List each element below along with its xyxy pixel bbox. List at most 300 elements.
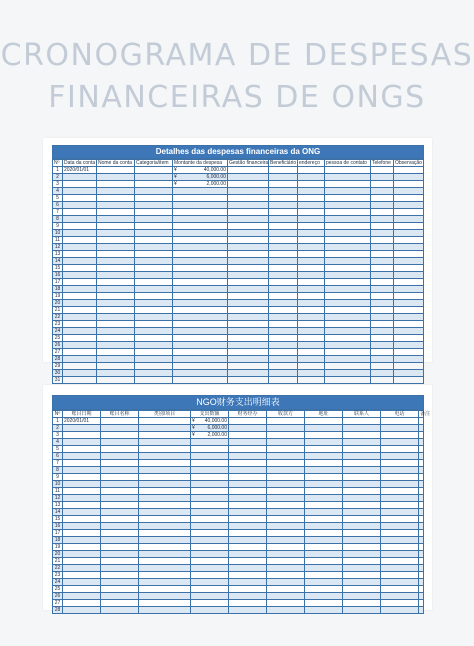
- table-cell[interactable]: [135, 349, 173, 356]
- table-cell[interactable]: [173, 314, 228, 321]
- table-cell[interactable]: [191, 600, 229, 607]
- table-cell[interactable]: [97, 286, 135, 293]
- table-cell[interactable]: [101, 432, 139, 439]
- table-cell[interactable]: [298, 307, 325, 314]
- table-cell[interactable]: [63, 509, 101, 516]
- table-cell[interactable]: [298, 265, 325, 272]
- table-cell[interactable]: [269, 258, 298, 265]
- row-number-cell[interactable]: 18: [53, 286, 63, 293]
- table-cell[interactable]: [269, 202, 298, 209]
- table-cell[interactable]: [298, 349, 325, 356]
- table-cell[interactable]: [97, 209, 135, 216]
- table-cell[interactable]: [228, 307, 269, 314]
- table-cell[interactable]: [101, 495, 139, 502]
- table-cell[interactable]: [343, 467, 381, 474]
- table-cell[interactable]: [191, 593, 229, 600]
- table-cell[interactable]: [305, 607, 343, 614]
- table-cell[interactable]: [135, 230, 173, 237]
- table-cell[interactable]: [228, 216, 269, 223]
- table-cell[interactable]: [97, 307, 135, 314]
- table-cell[interactable]: [269, 377, 298, 384]
- table-cell[interactable]: [325, 293, 371, 300]
- table-cell[interactable]: [63, 356, 97, 363]
- table-cell[interactable]: [305, 488, 343, 495]
- table-cell[interactable]: [63, 377, 97, 384]
- table-cell[interactable]: [381, 432, 419, 439]
- table-cell[interactable]: [394, 195, 424, 202]
- table-cell[interactable]: [371, 265, 394, 272]
- table-cell[interactable]: [325, 237, 371, 244]
- table-cell[interactable]: [325, 209, 371, 216]
- table-cell[interactable]: [343, 425, 381, 432]
- table-cell[interactable]: [343, 530, 381, 537]
- row-number-cell[interactable]: 11: [53, 488, 63, 495]
- table-cell[interactable]: [228, 244, 269, 251]
- row-number-cell[interactable]: 8: [53, 467, 63, 474]
- table-cell[interactable]: [371, 174, 394, 181]
- table-cell[interactable]: [228, 356, 269, 363]
- table-cell[interactable]: [191, 495, 229, 502]
- table-cell[interactable]: [63, 293, 97, 300]
- table-cell[interactable]: [269, 286, 298, 293]
- table-cell[interactable]: [63, 265, 97, 272]
- table-cell[interactable]: [229, 509, 267, 516]
- table-cell[interactable]: [229, 530, 267, 537]
- table-cell[interactable]: [419, 593, 424, 600]
- table-cell[interactable]: [305, 439, 343, 446]
- table-cell[interactable]: [381, 565, 419, 572]
- table-cell[interactable]: [229, 474, 267, 481]
- table-cell[interactable]: [101, 558, 139, 565]
- table-cell[interactable]: [135, 244, 173, 251]
- table-cell[interactable]: [394, 244, 424, 251]
- table-cell[interactable]: [267, 586, 305, 593]
- table-cell[interactable]: [229, 537, 267, 544]
- table-cell[interactable]: [305, 523, 343, 530]
- table-cell[interactable]: [101, 446, 139, 453]
- table-cell[interactable]: [97, 174, 135, 181]
- table-cell[interactable]: [191, 572, 229, 579]
- table-cell[interactable]: [229, 579, 267, 586]
- table-cell[interactable]: [101, 453, 139, 460]
- table-cell[interactable]: [63, 188, 97, 195]
- table-cell[interactable]: [101, 551, 139, 558]
- table-cell[interactable]: [267, 481, 305, 488]
- table-cell[interactable]: [191, 530, 229, 537]
- row-number-cell[interactable]: 6: [53, 202, 63, 209]
- table-cell[interactable]: [63, 446, 101, 453]
- table-cell[interactable]: [298, 258, 325, 265]
- table-cell[interactable]: [298, 335, 325, 342]
- row-number-cell[interactable]: 1: [53, 167, 63, 174]
- table-cell[interactable]: [269, 209, 298, 216]
- table-cell[interactable]: [173, 188, 228, 195]
- table-cell[interactable]: [191, 453, 229, 460]
- table-cell[interactable]: [269, 174, 298, 181]
- table-cell[interactable]: [394, 286, 424, 293]
- table-cell[interactable]: [228, 286, 269, 293]
- table-cell[interactable]: [343, 558, 381, 565]
- table-cell[interactable]: [269, 342, 298, 349]
- table-cell[interactable]: [394, 258, 424, 265]
- table-cell[interactable]: [419, 488, 424, 495]
- table-cell[interactable]: [173, 363, 228, 370]
- table-cell[interactable]: [228, 167, 269, 174]
- row-number-cell[interactable]: 7: [53, 460, 63, 467]
- row-number-cell[interactable]: 5: [53, 195, 63, 202]
- table-cell[interactable]: [63, 370, 97, 377]
- table-cell[interactable]: [419, 495, 424, 502]
- table-cell[interactable]: [228, 174, 269, 181]
- table-cell[interactable]: [191, 467, 229, 474]
- table-cell[interactable]: [63, 537, 101, 544]
- table-cell[interactable]: [139, 600, 191, 607]
- row-number-cell[interactable]: 16: [53, 523, 63, 530]
- table-cell[interactable]: [63, 425, 101, 432]
- table-cell[interactable]: [97, 328, 135, 335]
- table-cell[interactable]: [101, 530, 139, 537]
- row-number-cell[interactable]: 25: [53, 335, 63, 342]
- table-cell[interactable]: [325, 307, 371, 314]
- table-cell[interactable]: [139, 509, 191, 516]
- table-cell[interactable]: [135, 202, 173, 209]
- table-cell[interactable]: [63, 251, 97, 258]
- table-cell[interactable]: [229, 467, 267, 474]
- table-cell[interactable]: [63, 572, 101, 579]
- table-cell[interactable]: [298, 251, 325, 258]
- table-cell[interactable]: [228, 202, 269, 209]
- table-cell[interactable]: [97, 258, 135, 265]
- table-cell[interactable]: [97, 216, 135, 223]
- row-number-cell[interactable]: 29: [53, 363, 63, 370]
- table-cell[interactable]: [419, 572, 424, 579]
- table-cell[interactable]: [63, 474, 101, 481]
- table-cell[interactable]: [267, 523, 305, 530]
- table-cell[interactable]: [371, 300, 394, 307]
- table-cell[interactable]: [135, 300, 173, 307]
- table-cell[interactable]: [381, 481, 419, 488]
- table-cell[interactable]: [63, 181, 97, 188]
- table-cell[interactable]: [267, 565, 305, 572]
- table-cell[interactable]: [267, 453, 305, 460]
- table-cell[interactable]: [371, 251, 394, 258]
- table-cell[interactable]: [228, 237, 269, 244]
- table-cell[interactable]: [173, 265, 228, 272]
- table-cell[interactable]: [135, 181, 173, 188]
- table-cell[interactable]: [229, 516, 267, 523]
- table-cell[interactable]: [229, 481, 267, 488]
- table-cell[interactable]: [325, 167, 371, 174]
- table-cell[interactable]: [298, 272, 325, 279]
- table-cell[interactable]: [394, 181, 424, 188]
- table-cell[interactable]: [135, 188, 173, 195]
- table-cell[interactable]: [173, 335, 228, 342]
- table-cell[interactable]: [135, 174, 173, 181]
- table-cell[interactable]: [343, 516, 381, 523]
- table-cell[interactable]: [371, 349, 394, 356]
- row-number-cell[interactable]: 3: [53, 432, 63, 439]
- row-number-cell[interactable]: 27: [53, 600, 63, 607]
- table-cell[interactable]: [269, 307, 298, 314]
- table-cell[interactable]: [267, 460, 305, 467]
- table-cell[interactable]: [371, 244, 394, 251]
- row-number-cell[interactable]: 8: [53, 216, 63, 223]
- table-cell[interactable]: [325, 230, 371, 237]
- row-number-cell[interactable]: 28: [53, 356, 63, 363]
- table-cell[interactable]: [267, 439, 305, 446]
- table-cell[interactable]: [229, 551, 267, 558]
- table-cell[interactable]: [229, 572, 267, 579]
- table-cell[interactable]: [325, 251, 371, 258]
- table-cell[interactable]: [419, 523, 424, 530]
- table-cell[interactable]: [101, 544, 139, 551]
- table-cell[interactable]: [97, 167, 135, 174]
- table-cell[interactable]: [173, 356, 228, 363]
- table-cell[interactable]: [419, 565, 424, 572]
- table-cell[interactable]: [394, 265, 424, 272]
- table-cell[interactable]: [63, 530, 101, 537]
- table-cell[interactable]: [343, 537, 381, 544]
- table-cell[interactable]: [139, 432, 191, 439]
- table-cell[interactable]: [191, 509, 229, 516]
- table-cell[interactable]: [269, 328, 298, 335]
- table-cell[interactable]: [63, 237, 97, 244]
- table-cell[interactable]: [101, 607, 139, 614]
- table-cell[interactable]: [394, 174, 424, 181]
- table-cell[interactable]: [229, 418, 267, 425]
- table-cell[interactable]: [135, 342, 173, 349]
- table-cell[interactable]: [298, 209, 325, 216]
- table-cell[interactable]: [325, 321, 371, 328]
- table-cell[interactable]: [135, 258, 173, 265]
- table-cell[interactable]: [63, 279, 97, 286]
- table-cell[interactable]: [97, 349, 135, 356]
- row-number-cell[interactable]: 9: [53, 474, 63, 481]
- table-cell[interactable]: 2020/01/01: [63, 418, 101, 425]
- row-number-cell[interactable]: 4: [53, 439, 63, 446]
- table-cell[interactable]: [63, 349, 97, 356]
- table-cell[interactable]: [305, 446, 343, 453]
- table-cell[interactable]: [394, 230, 424, 237]
- table-cell[interactable]: [269, 265, 298, 272]
- table-cell[interactable]: [191, 474, 229, 481]
- table-cell[interactable]: [371, 195, 394, 202]
- table-cell[interactable]: [325, 216, 371, 223]
- table-cell[interactable]: [419, 509, 424, 516]
- table-cell[interactable]: [343, 474, 381, 481]
- table-cell[interactable]: [371, 342, 394, 349]
- table-cell[interactable]: [139, 516, 191, 523]
- table-cell[interactable]: [381, 593, 419, 600]
- table-cell[interactable]: [63, 272, 97, 279]
- table-cell[interactable]: [298, 342, 325, 349]
- table-cell[interactable]: [139, 460, 191, 467]
- table-cell[interactable]: [191, 565, 229, 572]
- table-cell[interactable]: [381, 509, 419, 516]
- table-cell[interactable]: [305, 418, 343, 425]
- table-cell[interactable]: [63, 600, 101, 607]
- table-cell[interactable]: [97, 195, 135, 202]
- table-cell[interactable]: [101, 579, 139, 586]
- row-number-cell[interactable]: 21: [53, 307, 63, 314]
- table-cell[interactable]: [305, 572, 343, 579]
- table-cell[interactable]: [63, 244, 97, 251]
- table-cell[interactable]: [394, 377, 424, 384]
- table-cell[interactable]: [343, 446, 381, 453]
- table-cell[interactable]: [371, 307, 394, 314]
- table-cell[interactable]: [229, 607, 267, 614]
- table-cell[interactable]: [139, 593, 191, 600]
- table-cell[interactable]: [305, 586, 343, 593]
- table-cell[interactable]: [269, 335, 298, 342]
- table-cell[interactable]: [97, 370, 135, 377]
- table-cell[interactable]: [191, 460, 229, 467]
- table-cell[interactable]: [135, 265, 173, 272]
- table-cell[interactable]: [267, 495, 305, 502]
- table-cell[interactable]: [298, 181, 325, 188]
- table-cell[interactable]: [135, 293, 173, 300]
- table-cell[interactable]: [229, 600, 267, 607]
- table-cell[interactable]: [191, 558, 229, 565]
- table-cell[interactable]: [381, 537, 419, 544]
- table-cell[interactable]: [305, 558, 343, 565]
- table-cell[interactable]: [139, 425, 191, 432]
- table-cell[interactable]: [394, 167, 424, 174]
- table-cell[interactable]: [191, 425, 229, 432]
- table-cell[interactable]: [343, 572, 381, 579]
- row-number-cell[interactable]: 7: [53, 209, 63, 216]
- table-cell[interactable]: [63, 586, 101, 593]
- table-cell[interactable]: [394, 307, 424, 314]
- table-cell[interactable]: [325, 356, 371, 363]
- table-cell[interactable]: [394, 188, 424, 195]
- table-cell[interactable]: [305, 467, 343, 474]
- table-cell[interactable]: [267, 551, 305, 558]
- table-cell[interactable]: [419, 474, 424, 481]
- table-cell[interactable]: [173, 307, 228, 314]
- table-cell[interactable]: [267, 537, 305, 544]
- row-number-cell[interactable]: 13: [53, 251, 63, 258]
- table-cell[interactable]: [63, 202, 97, 209]
- table-cell[interactable]: [267, 425, 305, 432]
- table-cell[interactable]: [305, 502, 343, 509]
- table-cell[interactable]: [343, 453, 381, 460]
- table-cell[interactable]: [305, 579, 343, 586]
- table-cell[interactable]: [267, 544, 305, 551]
- table-cell[interactable]: [325, 174, 371, 181]
- table-cell[interactable]: [381, 474, 419, 481]
- row-number-cell[interactable]: 12: [53, 495, 63, 502]
- table-cell[interactable]: [269, 167, 298, 174]
- table-cell[interactable]: [419, 446, 424, 453]
- table-cell[interactable]: [267, 572, 305, 579]
- table-cell[interactable]: [191, 551, 229, 558]
- table-cell[interactable]: [298, 202, 325, 209]
- table-cell[interactable]: [228, 258, 269, 265]
- table-cell[interactable]: [298, 370, 325, 377]
- row-number-cell[interactable]: 19: [53, 293, 63, 300]
- table-cell[interactable]: [228, 181, 269, 188]
- table-cell[interactable]: [419, 544, 424, 551]
- table-cell[interactable]: [63, 216, 97, 223]
- table-cell[interactable]: [267, 516, 305, 523]
- table-cell[interactable]: [63, 460, 101, 467]
- table-cell[interactable]: [173, 195, 228, 202]
- table-cell[interactable]: [228, 328, 269, 335]
- table-cell[interactable]: [228, 335, 269, 342]
- table-cell[interactable]: [173, 251, 228, 258]
- table-cell[interactable]: [371, 328, 394, 335]
- table-cell[interactable]: [97, 377, 135, 384]
- table-cell[interactable]: [101, 467, 139, 474]
- table-cell[interactable]: [101, 572, 139, 579]
- table-cell[interactable]: [139, 572, 191, 579]
- table-cell[interactable]: [228, 272, 269, 279]
- table-cell[interactable]: [267, 509, 305, 516]
- table-cell[interactable]: [135, 209, 173, 216]
- table-cell[interactable]: [139, 495, 191, 502]
- table-cell[interactable]: [298, 174, 325, 181]
- table-cell[interactable]: [139, 439, 191, 446]
- table-cell[interactable]: [63, 307, 97, 314]
- table-cell[interactable]: [135, 286, 173, 293]
- table-cell[interactable]: [229, 586, 267, 593]
- table-cell[interactable]: [63, 342, 97, 349]
- table-cell[interactable]: [63, 223, 97, 230]
- table-cell[interactable]: [228, 342, 269, 349]
- table-cell[interactable]: [139, 481, 191, 488]
- table-cell[interactable]: [173, 258, 228, 265]
- table-cell[interactable]: [97, 251, 135, 258]
- table-cell[interactable]: [343, 593, 381, 600]
- table-cell[interactable]: [139, 558, 191, 565]
- table-cell[interactable]: [419, 481, 424, 488]
- table-cell[interactable]: [101, 537, 139, 544]
- row-number-cell[interactable]: 5: [53, 446, 63, 453]
- table-cell[interactable]: [371, 293, 394, 300]
- table-cell[interactable]: [267, 502, 305, 509]
- table-cell[interactable]: [101, 593, 139, 600]
- table-cell[interactable]: [371, 230, 394, 237]
- table-cell[interactable]: [305, 551, 343, 558]
- table-cell[interactable]: [63, 174, 97, 181]
- table-cell[interactable]: [135, 370, 173, 377]
- row-number-cell[interactable]: 20: [53, 300, 63, 307]
- table-cell[interactable]: [394, 300, 424, 307]
- table-cell[interactable]: [371, 321, 394, 328]
- table-cell[interactable]: [343, 586, 381, 593]
- table-cell[interactable]: [191, 502, 229, 509]
- table-cell[interactable]: [381, 607, 419, 614]
- row-number-cell[interactable]: 28: [53, 607, 63, 614]
- table-cell[interactable]: [101, 418, 139, 425]
- table-cell[interactable]: [228, 370, 269, 377]
- table-cell[interactable]: [191, 544, 229, 551]
- table-cell[interactable]: [229, 495, 267, 502]
- table-cell[interactable]: [269, 230, 298, 237]
- table-cell[interactable]: [394, 363, 424, 370]
- table-cell[interactable]: [343, 523, 381, 530]
- table-cell[interactable]: [228, 265, 269, 272]
- table-cell[interactable]: [97, 356, 135, 363]
- table-cell[interactable]: [419, 467, 424, 474]
- table-cell[interactable]: [267, 558, 305, 565]
- table-cell[interactable]: [135, 307, 173, 314]
- table-cell[interactable]: [269, 293, 298, 300]
- table-cell[interactable]: [229, 502, 267, 509]
- table-cell[interactable]: [139, 586, 191, 593]
- table-cell[interactable]: [228, 230, 269, 237]
